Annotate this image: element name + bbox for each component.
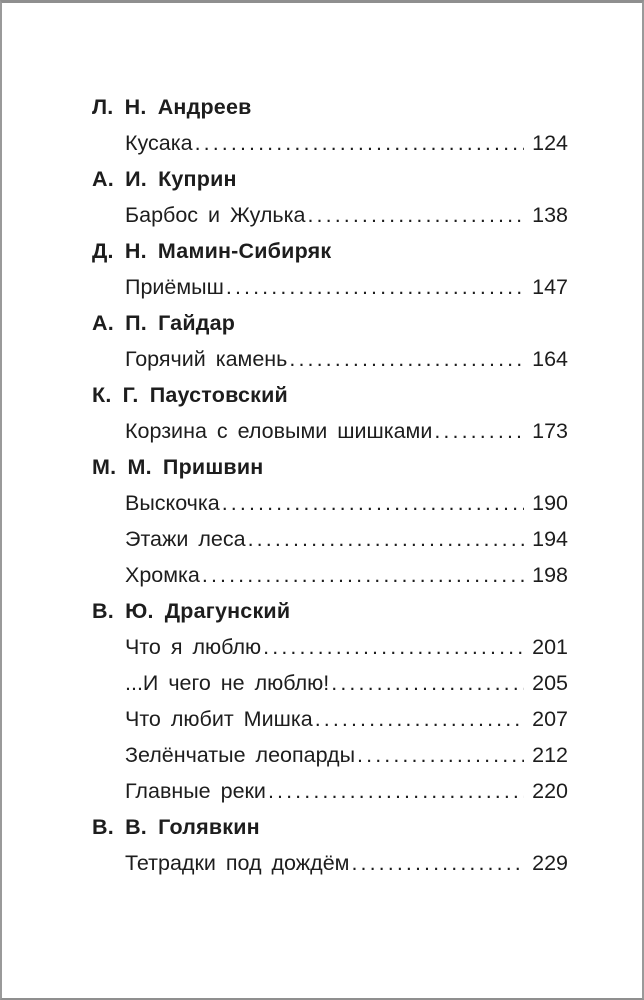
toc-entry-title: Хромка [125, 563, 200, 587]
toc-entry-page: 205 [532, 671, 568, 695]
toc-entry-page: 124 [532, 131, 568, 155]
dot-leader [268, 773, 524, 809]
table-of-contents [92, 89, 568, 881]
toc-author-heading: К. Г. Паустовский [92, 383, 288, 407]
dot-leader [226, 269, 524, 305]
toc-entry-page: 147 [532, 275, 568, 299]
toc-entry-title: ...И чего не люблю! [125, 671, 330, 695]
toc-author-heading: Д. Н. Мамин-Сибиряк [92, 239, 332, 263]
toc-entry [125, 341, 568, 377]
toc-author-heading: М. М. Пришвин [92, 455, 264, 479]
toc-entry-title: Этажи леса [125, 527, 246, 551]
toc-author-heading: Л. Н. Андреев [92, 95, 252, 119]
toc-entry-title: Выскочка [125, 491, 220, 515]
toc-entry-title: Барбос и Жулька [125, 203, 306, 227]
toc-entry [125, 269, 568, 305]
toc-entry-title: Приёмыш [125, 275, 224, 299]
toc-entry-title: Что любит Мишка [125, 707, 313, 731]
toc-entry-title: Кусака [125, 131, 193, 155]
toc-entry [125, 665, 568, 701]
toc-entry-page: 194 [532, 527, 568, 551]
toc-author-heading: В. В. Голявкин [92, 815, 260, 839]
dot-leader [307, 197, 524, 233]
toc-entry [125, 845, 568, 881]
dot-leader [351, 845, 524, 881]
toc-entry-page: 138 [532, 203, 568, 227]
toc-entry [125, 629, 568, 665]
dot-leader [248, 521, 525, 557]
dot-leader [222, 485, 524, 521]
toc-entry-page: 207 [532, 707, 568, 731]
toc-entry-title: Горячий камень [125, 347, 288, 371]
toc-entry [125, 413, 568, 449]
dot-leader [263, 629, 524, 665]
toc-entry [125, 197, 568, 233]
dot-leader [195, 125, 525, 161]
dot-leader [289, 341, 524, 377]
dot-leader [331, 665, 524, 701]
toc-entry-page: 164 [532, 347, 568, 371]
toc-author-heading: А. И. Куприн [92, 167, 237, 191]
dot-leader [315, 701, 524, 737]
toc-entry-page: 198 [532, 563, 568, 587]
toc-entry-page: 173 [532, 419, 568, 443]
toc-entry-title: Корзина с еловыми шишками [125, 419, 433, 443]
toc-entry-page: 201 [532, 635, 568, 659]
toc-entry-title: Главные реки [125, 779, 266, 803]
toc-entry [125, 485, 568, 521]
toc-entry [125, 737, 568, 773]
toc-entry-title: Тетрадки под дождём [125, 851, 350, 875]
toc-entry-title: Зелёнчатые леопарды [125, 743, 356, 767]
toc-entry [125, 125, 568, 161]
toc-entry-page: 220 [532, 779, 568, 803]
toc-entry-title: Что я люблю [125, 635, 262, 659]
toc-author-heading: В. Ю. Драгунский [92, 599, 291, 623]
toc-entry-page: 212 [532, 743, 568, 767]
toc-entry [125, 557, 568, 593]
toc-entry [125, 701, 568, 737]
toc-entry [125, 521, 568, 557]
dot-leader [202, 557, 524, 593]
toc-author-heading: А. П. Гайдар [92, 311, 236, 335]
toc-entry-page: 190 [532, 491, 568, 515]
dot-leader [357, 737, 524, 773]
toc-entry [125, 773, 568, 809]
toc-entry-page: 229 [532, 851, 568, 875]
dot-leader [434, 413, 524, 449]
